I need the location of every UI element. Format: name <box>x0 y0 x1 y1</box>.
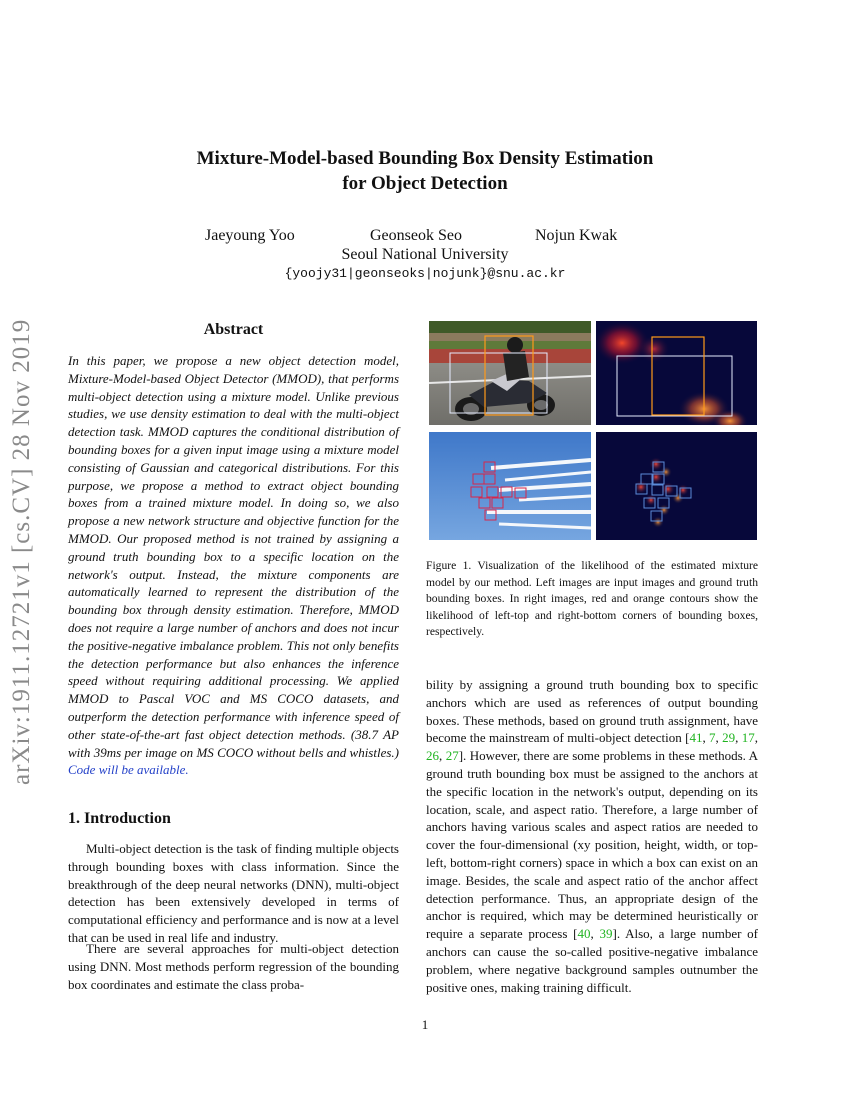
citation-link[interactable]: 40 <box>577 926 591 942</box>
citation-link[interactable]: 29 <box>722 730 736 746</box>
page-number: 1 <box>421 1017 429 1032</box>
author-2: Geonseok Seo <box>370 227 462 244</box>
abstract-text: In this paper, we propose a new object detection model, Mixture-Model-based Object Detector (MMOD), that performs multi-object detection using a mixture model. Unlike previous studies, we use density estimation to deal with the multi-object detection task. MMOD captures the conditional distribution of bounding boxes for a given input image using a mixture model consisting of Gaussian and categorical distributions. For this purpose, we propose a method to extract object bounding boxes from a trained mixture model. In doing so, we also propose a new network structure and objective function for the MMOD. Our proposed method is not trained by assigning a ground truth bounding box to a specific location on the network's output. Instead, the mixture components are automatically learned to represent the distribution of the bounding box through density estimation. Therefore, MMOD does not require a large number of anchors and does not incur the positive-negative imbalance problem. This not only benefits the detection performance but also enhances the inference speed without requiring additional processing. We applied MMOD to Pascal VOC and MS COCO datasets, and outperform the detection performance with inference speed of other state-of-the-art fast object detection methods. (38.7 AP with 39ms per image on MS COCO without bells and whistles.) <box>68 353 399 760</box>
abstract-body <box>68 352 399 779</box>
citation-link[interactable]: 27 <box>445 748 459 764</box>
paper-title <box>0 146 850 196</box>
figure-motorcycle-likelihood <box>596 321 757 425</box>
figure-jets-likelihood <box>596 432 757 540</box>
author-emails: {yoojy31|geonseoks|nojunk}@snu.ac.kr <box>284 266 566 281</box>
figure-1-caption: Figure 1. Visualization of the likelihood of the estimated mixture model by our method. Left images are input images and ground truth bounding boxes. In right images, red and orange contours show the likelihood of left-top and right-bottom corners of bounding boxes, respectively. <box>426 559 758 638</box>
citation-link[interactable]: 39 <box>599 926 613 942</box>
rcol-text-3: . Also, a large number of anchors can cause the so-called positive-negative imbalance problem, where negative background samples outnumber the positive ones, making training difficult. <box>426 926 758 995</box>
affiliation: Seoul National University <box>341 246 509 263</box>
section-heading-introduction: 1. Introduction <box>68 810 171 827</box>
citation-link[interactable]: 26 <box>426 748 439 764</box>
figure-jets-input <box>429 432 591 540</box>
author-3: Nojun Kwak <box>535 227 618 244</box>
intro-paragraph-1: Multi-object detection is the task of finding multiple objects through bounding boxes with class information. Since the breakthrough of the deep neural networks (DNN), multi-object detection has been extensively developed in terms of computational efficiency and performance and is now at a level that can be used in real life and industry. <box>68 841 399 945</box>
author-1: Jaeyoung Yoo <box>205 227 295 244</box>
citation-link[interactable]: 17 <box>741 730 755 746</box>
code-link[interactable]: Code will be available. <box>68 762 189 778</box>
rcol-text-1: bility by assigning a ground truth bounding box to specific anchors which are used as references of output bounding boxes. These methods, based on ground truth assignment, have become the mainstream of multi-object detection <box>426 677 758 746</box>
title-line-1: Mixture-Model-based Bounding Box Density Estimation <box>196 148 654 169</box>
figure-motorcycle-input <box>429 321 591 425</box>
rcol-text-2: . However, there are some problems in these methods. A ground truth bounding box must be assigned to the anchors at the specific location in the network's output, depending on its location, scale, and aspect ratio. Therefore, a large number of anchors having various scales and aspect ratios are needed to cover the four-dimensional (xy position, height, width, or top-left, bottom-right corners) space in which a box can exist on an image. Besides, the scale and aspect ratio of the anchor affect detection performance. Thus, an appropriate design of the anchor is required, which may be determined heuristically or require a separate process <box>426 748 758 942</box>
citation-link[interactable]: 41 <box>689 730 703 746</box>
citation-link[interactable]: 7 <box>709 730 716 746</box>
arxiv-identifier: arXiv:1911.12721v1 [cs.CV] 28 Nov 2019 <box>8 318 35 785</box>
abstract-heading: Abstract <box>203 321 264 338</box>
right-column-paragraph: bility by assigning a ground truth bounding box to specific anchors which are used as references of output bounding boxes. These methods, based on ground truth assignment, have become the mainstream of multi-object detection [41, 7, 29, 17, 26, 27]. However, there are some problems in these methods. A ground truth bounding box must be assigned to the anchors at the specific location in the network's output, depending on its location, scale, and aspect ratio. Therefore, a large number of anchors having various scales and aspect ratios are needed to cover the four-dimensional (xy position, height, width, or top-left, bottom-right corners) space in which a box can exist on an image. Besides, the scale and aspect ratio of the anchor affect detection performance. Thus, an appropriate design of the anchor is required, which may be determined heuristically or require a separate process [40, 39]. Also, a large number of anchors can cause the so-called positive-negative imbalance problem, where negative background samples outnumber the positive ones, making training difficult. <box>426 677 759 995</box>
title-line-2: for Object Detection <box>342 173 508 194</box>
intro-paragraph-2: There are several approaches for multi-object detection using DNN. Most methods perform regression of the bounding box coordinates and estimate the class proba- <box>68 941 399 992</box>
